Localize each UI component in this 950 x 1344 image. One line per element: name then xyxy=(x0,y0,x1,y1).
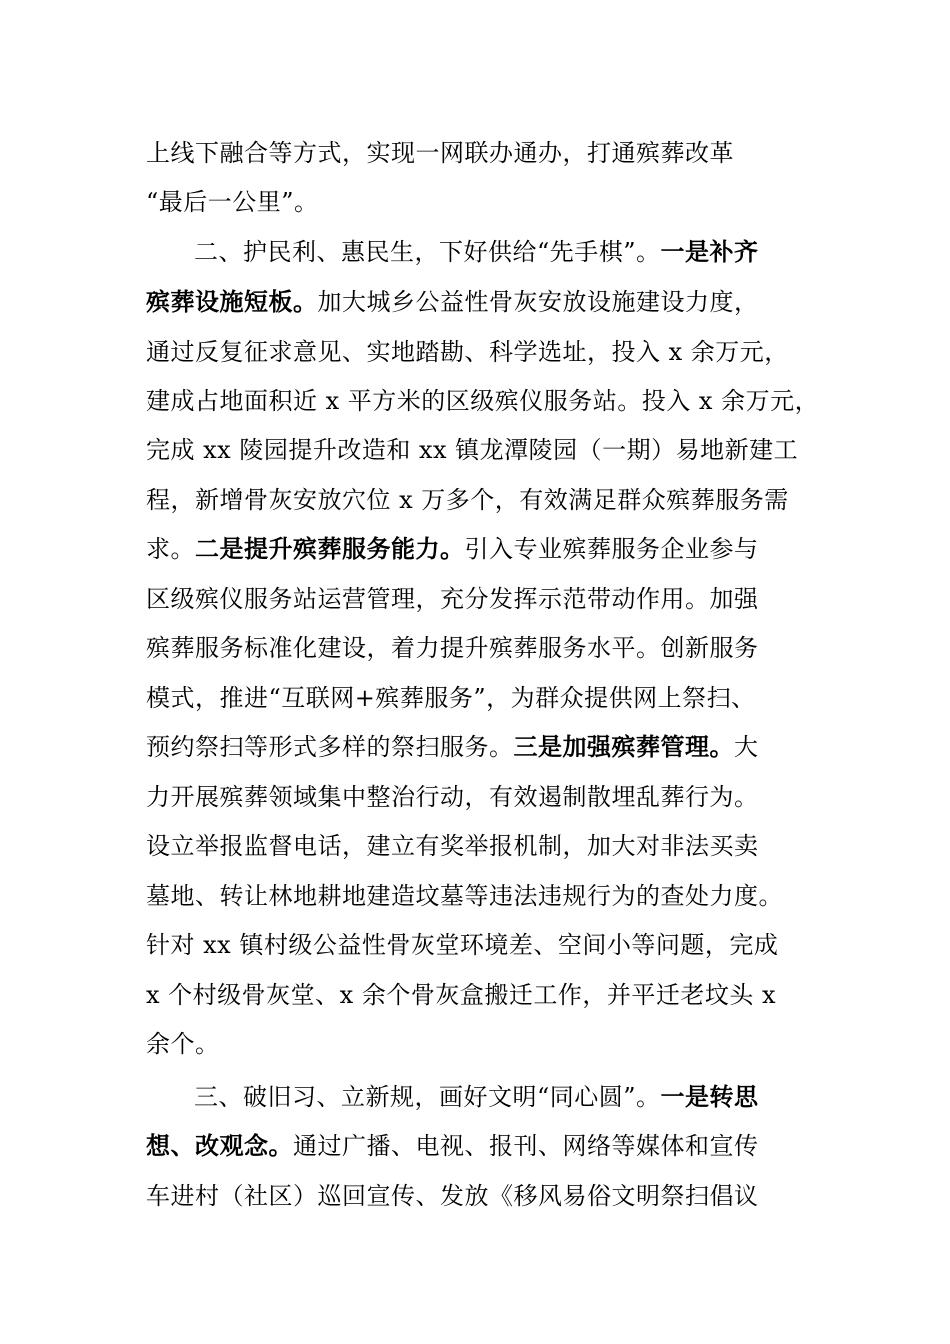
section-heading-line: 二、护民利、惠民生，下好供给“先手棋”。一是补齐 xyxy=(194,237,759,266)
text-line: 通过反复征求意见、实地踏勘、科学选址，投入 x 余万元， xyxy=(146,338,789,366)
text-line: 车进村（社区）巡回宣传、发放《移风易俗文明祭扫倡议 xyxy=(146,1182,759,1210)
text-line: 完成 xx 陵园提升改造和 xx 镇龙潭陵园（一期）易地新建工 xyxy=(146,436,799,464)
text-line: 上线下融合等方式，实现一网联办通办，打通殡葬改革 xyxy=(146,139,734,167)
text-line: 殡葬设施短板。加大城乡公益性骨灰安放设施建设力度， xyxy=(146,287,759,316)
text-line: 区级殡仪服务站运营管理，充分发挥示范带动作用。加强 xyxy=(146,585,759,613)
text-line: 预约祭扫等形式多样的祭扫服务。三是加强殡葬管理。大 xyxy=(146,732,759,761)
text-line: 想、改观念。通过广播、电视、报刊、网络等媒体和宣传 xyxy=(146,1131,759,1160)
text-line: x 个村级骨灰堂、x 余个骨灰盒搬迁工作，并平迁老坟头 x xyxy=(146,981,776,1009)
text-line: “最后一公里”。 xyxy=(146,188,319,216)
section-heading-line: 三、破旧习、立新规，画好文明“同心圆”。一是转思 xyxy=(194,1082,759,1111)
text-line: 程，新增骨灰安放穴位 x 万多个，有效满足群众殡葬服务需 xyxy=(146,486,789,514)
text-line: 余个。 xyxy=(146,1030,220,1058)
text-line: 求。二是提升殡葬服务能力。引入专业殡葬服务企业参与 xyxy=(146,534,759,563)
text-line: 力开展殡葬领域集中整治行动，有效遏制散埋乱葬行为。 xyxy=(146,783,759,811)
text-line: 设立举报监督电话，建立有奖举报机制，加大对非法买卖 xyxy=(146,832,759,860)
text-line: 殡葬服务标准化建设，着力提升殡葬服务水平。创新服务 xyxy=(146,634,759,662)
text-line: 墓地、转让林地耕地建造坟墓等违法违规行为的查处力度。 xyxy=(146,882,783,910)
text-line: 建成占地面积近 x 平方米的区级殡仪服务站。投入 x 余万元， xyxy=(146,387,820,415)
text-line: 针对 xx 镇村级公益性骨灰堂环境差、空间小等问题，完成 xyxy=(146,931,779,959)
text-line: 模式，推进“互联网+殡葬服务”，为群众提供网上祭扫、 xyxy=(146,684,756,712)
